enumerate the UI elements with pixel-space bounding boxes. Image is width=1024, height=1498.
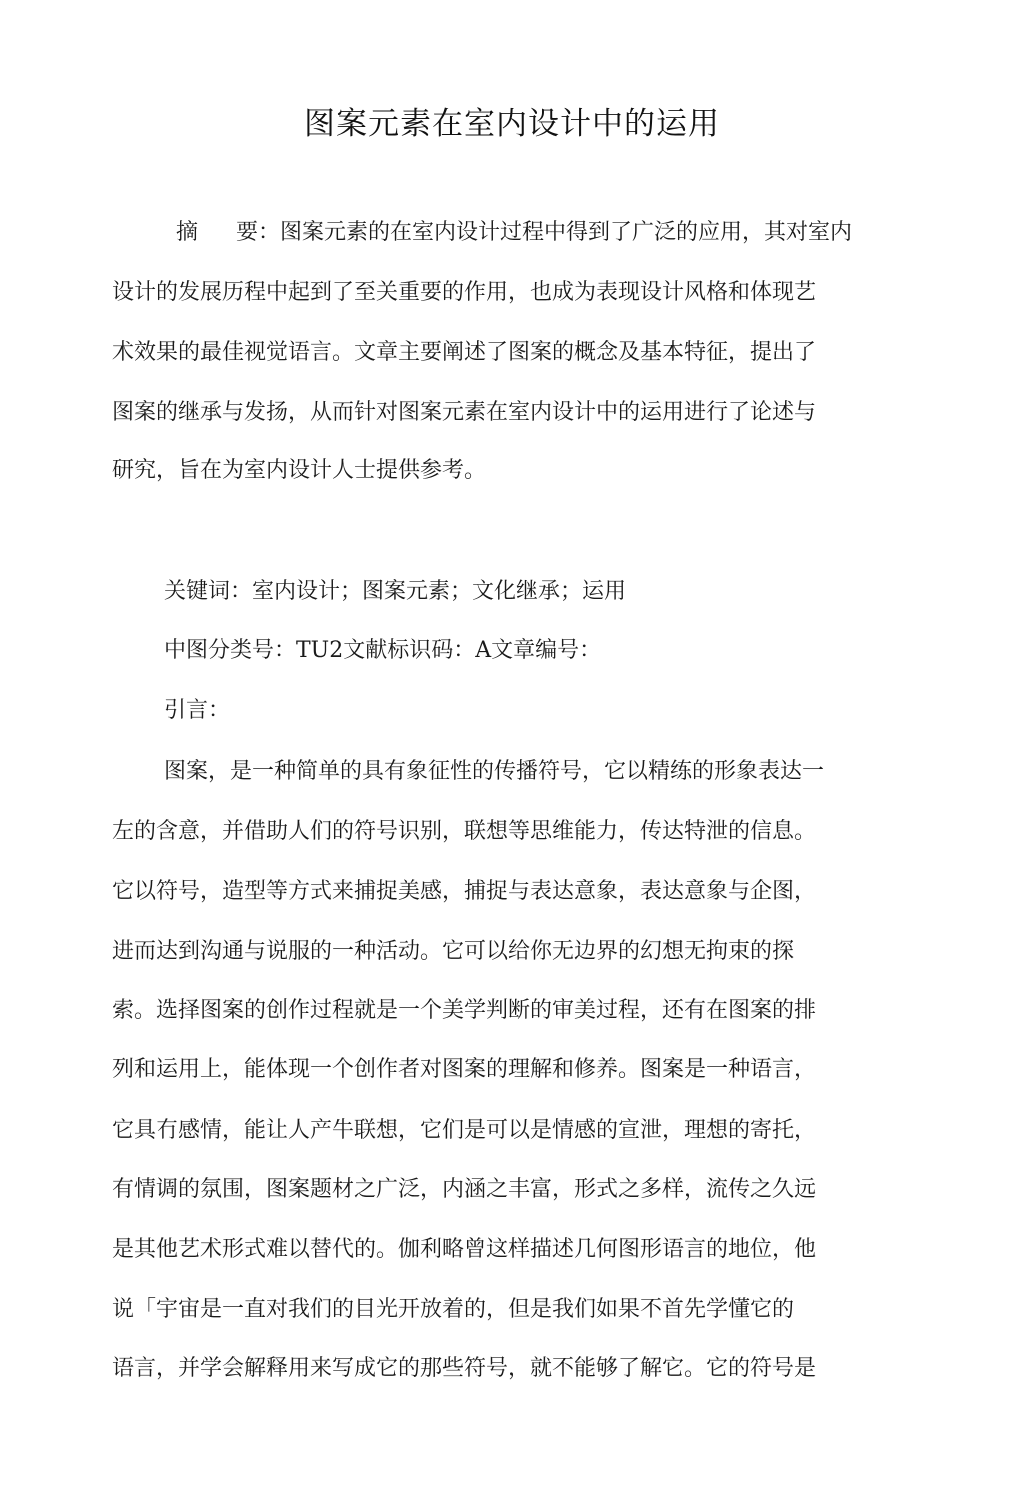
keywords-line: 关键词：室内设计；图案元素；文化继承；运用 bbox=[164, 579, 627, 604]
body-line: 有情调的氛围，图案题材之广泛，内涵之丰富，形式之多样，流传之久远 bbox=[112, 1177, 817, 1202]
body-line: 索。选择图案的创作过程就是一个美学判断的审美过程，还有在图案的排 bbox=[112, 998, 817, 1023]
body-line: 列和运用上，能体现一个创作者对图案的理解和修养。图案是一种语言， bbox=[112, 1057, 817, 1082]
document-title: 图案元素在室内设计中的运用 bbox=[304, 106, 720, 142]
abstract-line: 术效果的最佳视觉语言。文章主要阐述了图案的概念及基本特征，提出了 bbox=[112, 340, 817, 365]
abstract-first-line bbox=[176, 218, 852, 248]
body-line: 是其他艺术形式难以替代的。伽利略曾这样描述几何图形语言的地位，他 bbox=[112, 1237, 817, 1262]
body-line: 左的含意，并借助人们的符号识别，联想等思维能力，传达特泄的信息。 bbox=[112, 819, 817, 844]
intro-heading: 引言： bbox=[164, 698, 231, 723]
body-line: 说「宇宙是一直对我们的目光开放着的，但是我们如果不首先学懂它的 bbox=[112, 1297, 795, 1322]
abstract-line: 图案的继承与发扬，从而针对图案元素在室内设计中的运用进行了论述与 bbox=[112, 400, 817, 425]
abstract-label-second: 要： bbox=[236, 220, 281, 245]
body-line: 它以符号，造型等方式来捕捉美感，捕捉与表达意象，表达意象与企图， bbox=[112, 879, 817, 904]
body-line: 图案，是一种简单的具有象征性的传播符号，它以精练的形象表达一 bbox=[164, 759, 825, 784]
classification-line: 中图分类号：TU2文献标识码：A文章编号： bbox=[164, 638, 602, 663]
body-line: 进而达到沟通与说服的一种活动。它可以给你无边界的幻想无拘束的探 bbox=[112, 939, 795, 964]
body-line: 它具冇感情，能让人产牛联想，它们是可以是情感的宣泄，理想的寄托， bbox=[112, 1118, 817, 1143]
body-line: 语言，并学会解释用来写成它的那些符号，就不能够了解它。它的符号是 bbox=[112, 1356, 817, 1381]
abstract-label-first: 摘 bbox=[176, 220, 199, 245]
abstract-line: 图案元素的在室内设计过程中得到了广泛的应用，其对室内 bbox=[280, 220, 853, 245]
abstract-line: 设计的发展历程中起到了至关重要的作用，也成为表现设计风格和体现艺 bbox=[112, 280, 817, 305]
abstract-line: 研究，旨在为室内设计人士提供参考。 bbox=[112, 458, 487, 483]
